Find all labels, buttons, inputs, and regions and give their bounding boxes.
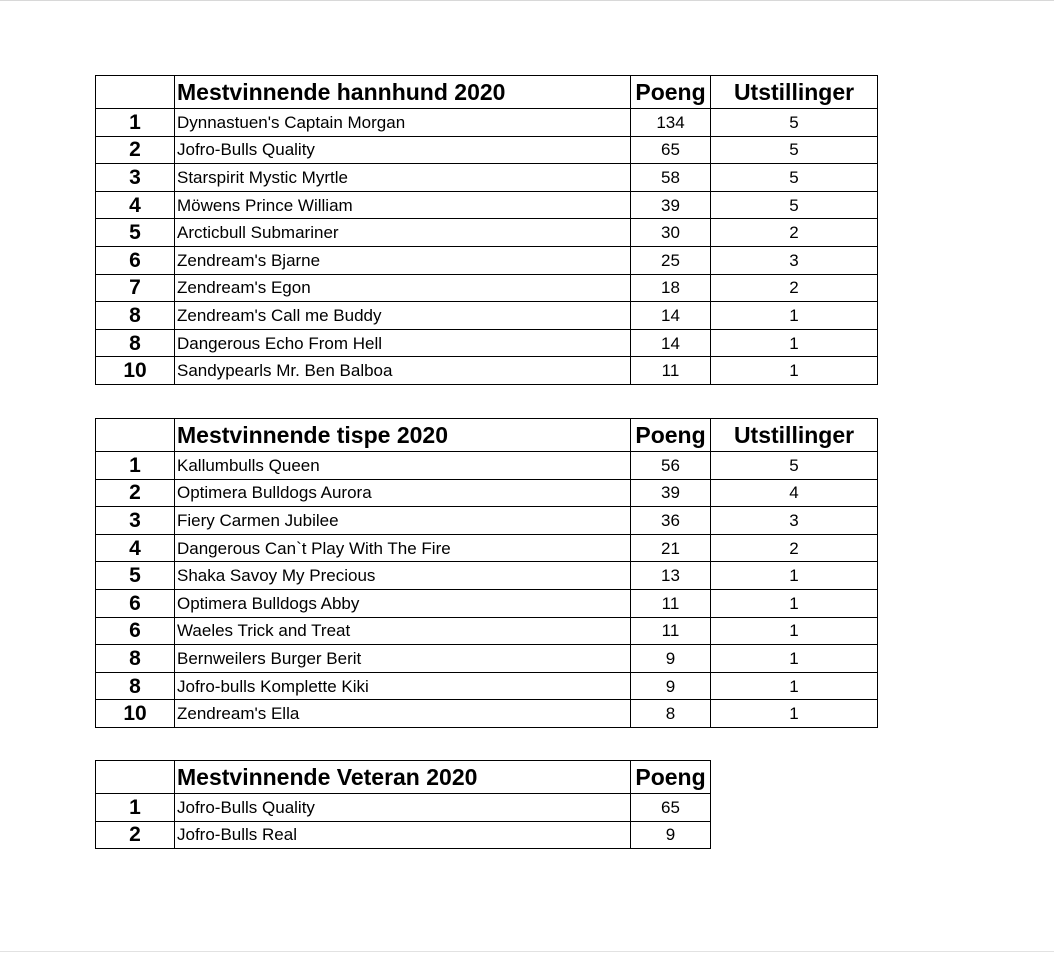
table-header-row (96, 419, 878, 452)
poeng-cell: 134 (631, 109, 711, 137)
rank-cell: 3 (96, 164, 175, 192)
page-bottom-border (0, 951, 1054, 952)
table-row (96, 617, 878, 645)
utstillinger-cell: 1 (711, 357, 878, 385)
table-row (96, 821, 711, 849)
table-row (96, 274, 878, 302)
table-row (96, 645, 878, 673)
table-row (96, 589, 878, 617)
table-title: Mestvinnende Veteran 2020 (175, 761, 631, 794)
utstillinger-cell: 1 (711, 329, 878, 357)
rank-cell: 8 (96, 672, 175, 700)
utstillinger-cell: 5 (711, 191, 878, 219)
table-row (96, 164, 878, 192)
table-row (96, 109, 878, 137)
utstillinger-cell: 1 (711, 302, 878, 330)
rank-cell: 6 (96, 617, 175, 645)
poeng-cell: 11 (631, 589, 711, 617)
poeng-cell: 36 (631, 507, 711, 535)
utstillinger-cell: 1 (711, 617, 878, 645)
table-row (96, 329, 878, 357)
dog-name-cell: Waeles Trick and Treat (175, 617, 631, 645)
column-header-poeng: Poeng (631, 76, 711, 109)
table-row (96, 507, 878, 535)
column-header-poeng: Poeng (631, 761, 711, 794)
rank-cell: 1 (96, 452, 175, 480)
utstillinger-cell: 3 (711, 507, 878, 535)
table-row (96, 357, 878, 385)
table-header-row (96, 761, 711, 794)
poeng-cell: 11 (631, 357, 711, 385)
table-row (96, 562, 878, 590)
dog-name-cell: Optimera Bulldogs Aurora (175, 479, 631, 507)
dog-name-cell: Fiery Carmen Jubilee (175, 507, 631, 535)
rank-cell: 10 (96, 700, 175, 728)
utstillinger-cell: 3 (711, 246, 878, 274)
poeng-cell: 30 (631, 219, 711, 247)
table-row (96, 302, 878, 330)
rank-header-cell (96, 419, 175, 452)
table-row (96, 191, 878, 219)
rank-cell: 10 (96, 357, 175, 385)
column-header-poeng: Poeng (631, 419, 711, 452)
poeng-cell: 8 (631, 700, 711, 728)
poeng-cell: 25 (631, 246, 711, 274)
rank-cell: 1 (96, 109, 175, 137)
rank-cell: 3 (96, 507, 175, 535)
rank-cell: 5 (96, 219, 175, 247)
dog-name-cell: Dangerous Echo From Hell (175, 329, 631, 357)
poeng-cell: 9 (631, 645, 711, 673)
rank-cell: 1 (96, 794, 175, 822)
rank-cell: 6 (96, 589, 175, 617)
dog-name-cell: Optimera Bulldogs Abby (175, 589, 631, 617)
rank-cell: 2 (96, 479, 175, 507)
dog-name-cell: Dangerous Can`t Play With The Fire (175, 534, 631, 562)
dog-name-cell: Zendream's Bjarne (175, 246, 631, 274)
dog-name-cell: Möwens Prince William (175, 191, 631, 219)
dog-name-cell: Jofro-Bulls Quality (175, 136, 631, 164)
poeng-cell: 14 (631, 329, 711, 357)
table-title: Mestvinnende hannhund 2020 (175, 76, 631, 109)
poeng-cell: 39 (631, 479, 711, 507)
rank-cell: 2 (96, 136, 175, 164)
poeng-cell: 65 (631, 794, 711, 822)
poeng-cell: 18 (631, 274, 711, 302)
utstillinger-cell: 2 (711, 534, 878, 562)
utstillinger-cell: 5 (711, 136, 878, 164)
table-row (96, 452, 878, 480)
utstillinger-cell: 1 (711, 645, 878, 673)
table-row (96, 700, 878, 728)
table-hannhund (95, 75, 878, 385)
table-row (96, 219, 878, 247)
rank-cell: 8 (96, 329, 175, 357)
dog-name-cell: Jofro-bulls Komplette Kiki (175, 672, 631, 700)
rank-cell: 8 (96, 645, 175, 673)
dog-name-cell: Dynnastuen's Captain Morgan (175, 109, 631, 137)
table-row (96, 136, 878, 164)
utstillinger-cell: 2 (711, 274, 878, 302)
poeng-cell: 11 (631, 617, 711, 645)
poeng-cell: 9 (631, 821, 711, 849)
table-row (96, 534, 878, 562)
rank-cell: 6 (96, 246, 175, 274)
dog-name-cell: Arcticbull Submariner (175, 219, 631, 247)
poeng-cell: 13 (631, 562, 711, 590)
table-row (96, 794, 711, 822)
dog-name-cell: Zendream's Ella (175, 700, 631, 728)
table-tispe (95, 418, 878, 728)
dog-name-cell: Sandypearls Mr. Ben Balboa (175, 357, 631, 385)
utstillinger-cell: 1 (711, 562, 878, 590)
table-row (96, 479, 878, 507)
dog-name-cell: Zendream's Call me Buddy (175, 302, 631, 330)
rank-header-cell (96, 761, 175, 794)
dog-name-cell: Jofro-Bulls Quality (175, 794, 631, 822)
utstillinger-cell: 1 (711, 700, 878, 728)
poeng-cell: 9 (631, 672, 711, 700)
rank-cell: 5 (96, 562, 175, 590)
rank-header-cell (96, 76, 175, 109)
poeng-cell: 65 (631, 136, 711, 164)
column-header-utstillinger: Utstillinger (711, 76, 878, 109)
dog-name-cell: Jofro-Bulls Real (175, 821, 631, 849)
utstillinger-cell: 1 (711, 589, 878, 617)
poeng-cell: 14 (631, 302, 711, 330)
dog-name-cell: Zendream's Egon (175, 274, 631, 302)
table-veteran (95, 760, 711, 849)
poeng-cell: 21 (631, 534, 711, 562)
dog-name-cell: Starspirit Mystic Myrtle (175, 164, 631, 192)
rank-cell: 4 (96, 534, 175, 562)
poeng-cell: 56 (631, 452, 711, 480)
poeng-cell: 58 (631, 164, 711, 192)
rank-cell: 2 (96, 821, 175, 849)
page-top-border (0, 0, 1054, 1)
utstillinger-cell: 5 (711, 164, 878, 192)
utstillinger-cell: 4 (711, 479, 878, 507)
table-row (96, 672, 878, 700)
utstillinger-cell: 1 (711, 672, 878, 700)
dog-name-cell: Bernweilers Burger Berit (175, 645, 631, 673)
table-header-row (96, 76, 878, 109)
utstillinger-cell: 2 (711, 219, 878, 247)
rank-cell: 4 (96, 191, 175, 219)
utstillinger-cell: 5 (711, 109, 878, 137)
dog-name-cell: Kallumbulls Queen (175, 452, 631, 480)
rank-cell: 7 (96, 274, 175, 302)
table-title: Mestvinnende tispe 2020 (175, 419, 631, 452)
column-header-utstillinger: Utstillinger (711, 419, 878, 452)
dog-name-cell: Shaka Savoy My Precious (175, 562, 631, 590)
rank-cell: 8 (96, 302, 175, 330)
utstillinger-cell: 5 (711, 452, 878, 480)
poeng-cell: 39 (631, 191, 711, 219)
table-row (96, 246, 878, 274)
